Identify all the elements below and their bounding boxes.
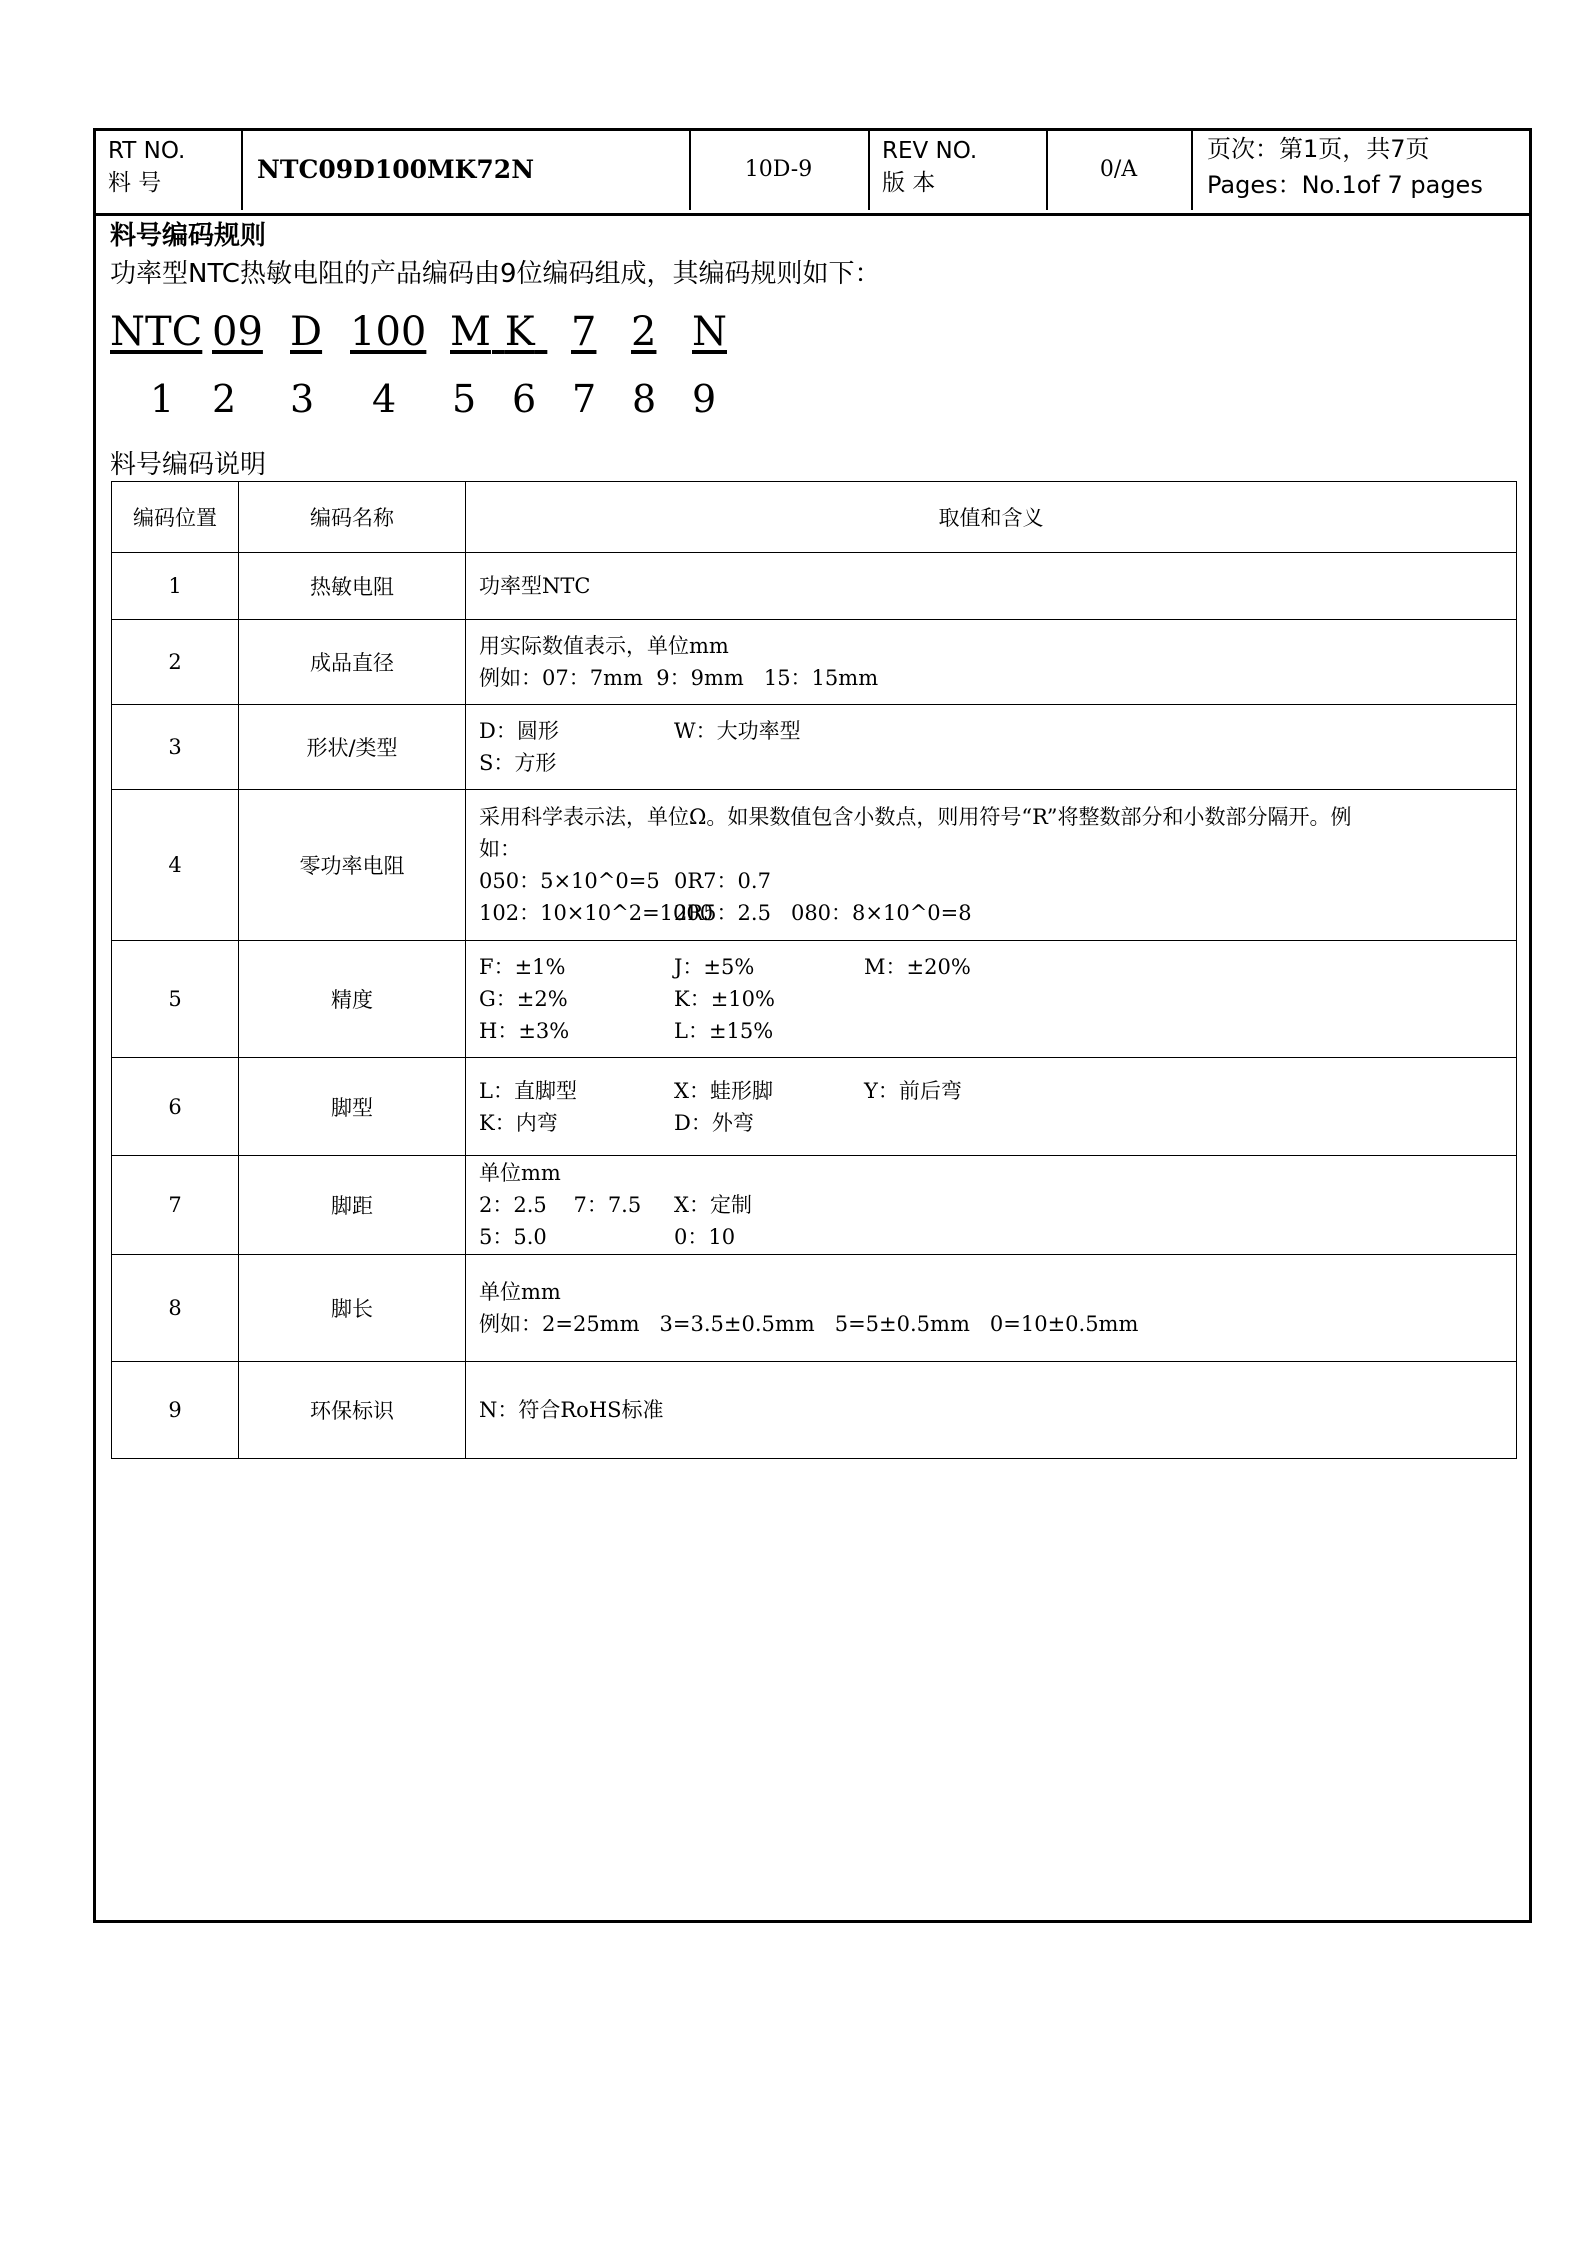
meaning-line — [479, 951, 1516, 983]
code-meaning-cell — [466, 790, 1517, 941]
code-segment: 7 — [571, 309, 597, 355]
code-position: 8 — [632, 377, 657, 421]
part-no-label-en: RT NO. — [108, 138, 186, 164]
rev-label-cn: 版 本 — [882, 170, 936, 196]
meaning-line — [479, 897, 1516, 929]
meaning-value: K：±10% — [674, 987, 775, 1011]
meaning-line — [479, 715, 1516, 747]
code-name-cell: 热敏电阻 — [239, 553, 466, 620]
meaning-value: W：大功率型 — [674, 719, 801, 743]
meaning-value: F：±1% — [479, 955, 566, 979]
meaning-line: 单位mm — [479, 1280, 561, 1304]
code-position: 5 — [452, 377, 477, 421]
code-meaning-cell — [466, 1156, 1517, 1255]
meaning-line: 功率型NTC — [479, 574, 591, 598]
rev-value-cell — [1048, 131, 1193, 210]
code-position-cell: 7 — [112, 1156, 239, 1255]
meaning-line: 用实际数值表示，单位mm — [479, 634, 729, 658]
meaning-line: 采用科学表示法，单位Ω。如果数值包含小数点，则用符号“R”将整数部分和小数部分隔开。例 — [479, 805, 1352, 829]
meaning-line: N：符合RoHS标准 — [479, 1398, 664, 1422]
meaning-line: 如： — [479, 837, 521, 861]
meaning-value: L：直脚型 — [479, 1078, 577, 1103]
meaning-value: G：±2% — [479, 987, 568, 1011]
code-position-cell: 2 — [112, 620, 239, 705]
code-segment: NTC — [110, 309, 203, 355]
table-row — [112, 620, 1517, 705]
code-segment: 100 — [350, 309, 427, 355]
meaning-value: 5：5.0 — [479, 1225, 547, 1249]
meaning-line — [479, 1075, 1516, 1107]
meaning-line — [479, 865, 1516, 897]
meaning-value: 0R7：0.7 — [674, 869, 771, 893]
meaning-value: M：±20% — [864, 955, 971, 979]
code-position-cell: 8 — [112, 1255, 239, 1362]
header-meaning: 取值和含义 — [466, 482, 1517, 553]
document-header — [96, 131, 1529, 216]
code-name-cell: 精度 — [239, 941, 466, 1058]
meaning-line: 例如：07：7mm 9：9mm 15：15mm — [479, 666, 879, 690]
code-segment: N — [692, 309, 727, 355]
code-name-cell: 成品直径 — [239, 620, 466, 705]
coding-explanation-title: 料号编码说明 — [110, 450, 267, 480]
code-meaning-cell — [466, 705, 1517, 790]
table-row — [112, 553, 1517, 620]
meaning-line: 单位mm — [479, 1161, 561, 1185]
meaning-line — [479, 1015, 1516, 1047]
code-segment: 09 — [212, 309, 263, 355]
table-row — [112, 705, 1517, 790]
code-segment — [492, 309, 547, 355]
header-position: 编码位置 — [112, 482, 239, 553]
code-position-cell: 5 — [112, 941, 239, 1058]
code-meaning-cell — [466, 941, 1517, 1058]
table-row — [112, 941, 1517, 1058]
code-meaning-cell — [466, 553, 1517, 620]
meaning-value: 2R5：2.5 080：8×10^0=8 — [674, 901, 972, 925]
meaning-line — [479, 1221, 1516, 1253]
page-info-en: Pages：No.1of 7 pages — [1207, 171, 1483, 199]
code-name-cell: 形状/类型 — [239, 705, 466, 790]
doc-code: 10D-9 — [744, 157, 813, 182]
code-segment: M — [450, 309, 491, 355]
table-row — [112, 1058, 1517, 1156]
part-no-label-cn: 料 号 — [108, 170, 162, 196]
code-name-cell: 脚长 — [239, 1255, 466, 1362]
part-no-label-cell — [96, 131, 243, 210]
code-position: 9 — [692, 377, 717, 421]
page-info-cn: 页次：第1页，共7页 — [1207, 135, 1430, 163]
table-header-row — [112, 482, 1517, 553]
meaning-line — [479, 1189, 1516, 1221]
meaning-value: 102：10×10^2=1000 — [479, 901, 714, 925]
code-position-cell: 3 — [112, 705, 239, 790]
code-meaning-cell — [466, 1362, 1517, 1459]
coding-rule-title: 料号编码规则 — [110, 221, 267, 251]
code-position: 7 — [572, 377, 597, 421]
document-frame — [93, 128, 1532, 1923]
code-segment: D — [290, 309, 323, 355]
code-position: 2 — [212, 377, 237, 421]
code-position-cell: 1 — [112, 553, 239, 620]
coding-table — [111, 481, 1517, 1459]
meaning-value: S：方形 — [479, 751, 557, 775]
meaning-line — [479, 747, 1516, 779]
meaning-value: 050：5×10^0=5 — [479, 869, 660, 893]
coding-rule-description: 功率型NTC热敏电阻的产品编码由9位编码组成，其编码规则如下： — [110, 259, 881, 289]
code-position: 1 — [150, 377, 175, 421]
meaning-value: D：圆形 — [479, 719, 559, 743]
meaning-line: 例如：2=25mm 3=3.5±0.5mm 5=5±0.5mm 0=10±0.5mm — [479, 1312, 1139, 1336]
code-name-cell: 零功率电阻 — [239, 790, 466, 941]
part-no-value: NTC09D100MK72N — [257, 155, 535, 184]
table-row — [112, 1255, 1517, 1362]
table-row — [112, 1362, 1517, 1459]
code-segment-text: K — [504, 309, 535, 355]
meaning-value: L：±15% — [674, 1019, 774, 1043]
page-info-cell — [1193, 131, 1529, 210]
meaning-value: X：蛙形脚 — [674, 1078, 773, 1103]
doc-code-cell — [691, 131, 870, 210]
table-row — [112, 1156, 1517, 1255]
code-meaning-cell — [466, 1058, 1517, 1156]
meaning-value: 0：10 — [674, 1225, 736, 1249]
table-row — [112, 790, 1517, 941]
meaning-value: X：定制 — [674, 1193, 752, 1217]
rev-label-en: REV NO. — [882, 138, 978, 164]
rev-label-cell — [870, 131, 1048, 210]
code-position-cell: 6 — [112, 1058, 239, 1156]
code-position-cell: 9 — [112, 1362, 239, 1459]
part-no-value-cell — [243, 131, 691, 210]
rev-value: 0/A — [1099, 157, 1138, 182]
code-meaning-cell — [466, 1255, 1517, 1362]
code-position: 6 — [512, 377, 537, 421]
meaning-value: H：±3% — [479, 1019, 570, 1043]
meaning-value: D：外弯 — [674, 1110, 754, 1135]
code-name-cell: 脚距 — [239, 1156, 466, 1255]
header-name: 编码名称 — [239, 482, 466, 553]
meaning-value: Y：前后弯 — [864, 1078, 962, 1103]
code-name-cell: 环保标识 — [239, 1362, 466, 1459]
code-segment: 2 — [631, 309, 657, 355]
meaning-line — [479, 1107, 1516, 1139]
meaning-value: 2：2.5 7：7.5 — [479, 1193, 642, 1217]
meaning-value: K：内弯 — [479, 1110, 558, 1135]
meaning-value: J：±5% — [674, 955, 755, 979]
code-name-cell: 脚型 — [239, 1058, 466, 1156]
code-position: 4 — [372, 377, 397, 421]
code-meaning-cell — [466, 620, 1517, 705]
code-position-cell: 4 — [112, 790, 239, 941]
meaning-line — [479, 983, 1516, 1015]
code-position: 3 — [290, 377, 315, 421]
